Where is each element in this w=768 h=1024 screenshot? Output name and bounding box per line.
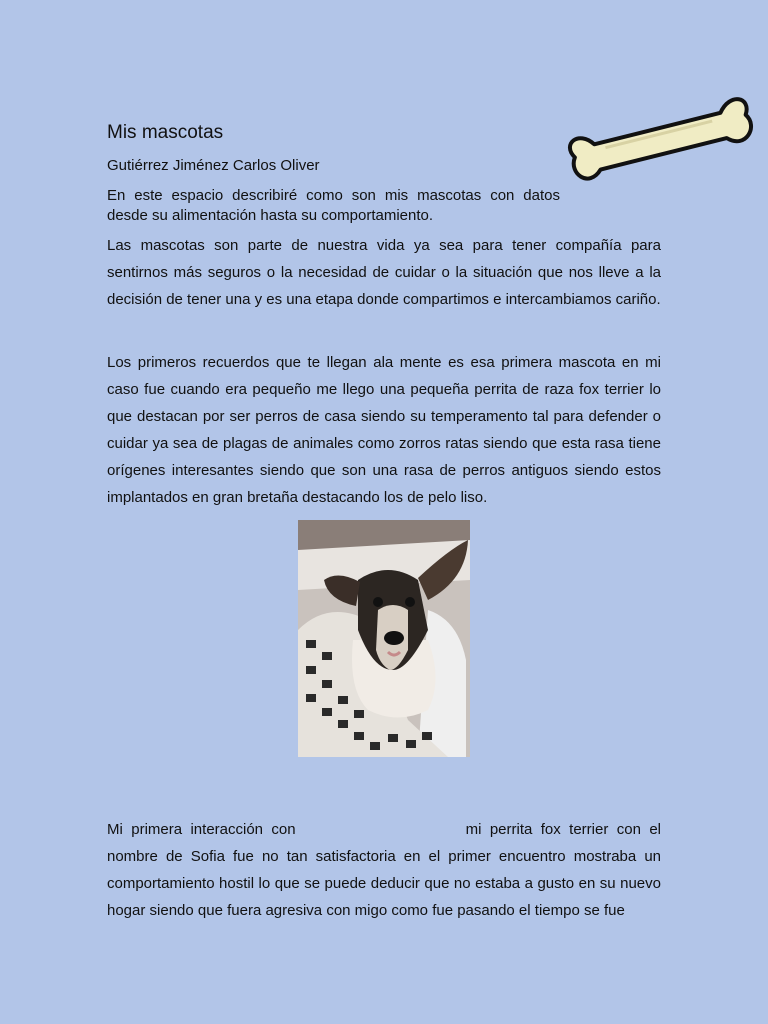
dog-photo: [298, 520, 470, 757]
paragraph-1: Las mascotas son parte de nuestra vida ya sea para tener compañía para sentirnos más seguros o la necesidad de cuidar o la situación que nos lleve a la decisión de tener una y es una etapa donde compartimos e intercambiamos cariño.: [107, 237, 661, 308]
paragraph-3-rest: mi perrita fox terrier con el nombre de Sofia fue no tan satisfactoria en el primer encuentro mostraba un comportamiento hostil lo que se puede deducir que no estaba a gusto en su nuevo hogar siendo que fuera agresiva con migo como fue pasando el tiempo se fue: [107, 821, 661, 919]
author-name: Gutiérrez Jiménez Carlos Oliver: [107, 157, 320, 174]
document-title: Mis mascotas: [107, 122, 224, 143]
paragraph-3-start: Mi primera interacción con: [107, 821, 296, 838]
paragraph-3: [107, 816, 661, 924]
bone-icon: [565, 90, 757, 188]
intro-text: En este espacio describiré como son mis mascotas con datos desde su alimentación hasta su comportamiento.: [107, 187, 560, 224]
paragraph-2: Los primeros recuerdos que te llegan ala mente es esa primera mascota en mi caso fue cuando era pequeño me llego una pequeña perrita de raza fox terrier lo que destacan por ser perros de casa siendo su temperamento tal para defender o cuidar ya sea de plagas de animales como zorros ratas siendo que esta rasa tiene orígenes interesantes siendo que son una rasa de perros antiguos siendo estos implantados en gran bretaña destacando los de pelo liso.: [107, 354, 661, 506]
